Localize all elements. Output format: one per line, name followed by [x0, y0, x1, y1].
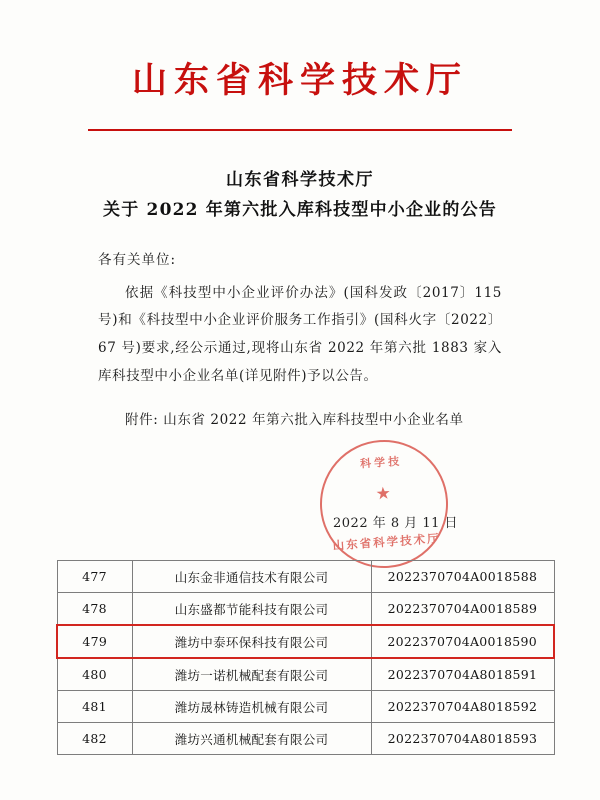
table-row	[57, 593, 554, 626]
row-index: 482	[57, 723, 132, 755]
masthead	[0, 0, 600, 131]
row-index: 480	[57, 658, 132, 691]
row-registration-code: 2022370704A0018589	[371, 593, 554, 626]
seal-arc-text: 科学技	[359, 454, 403, 471]
row-registration-code: 2022370704A8018591	[371, 658, 554, 691]
table-row	[57, 691, 554, 723]
row-registration-code: 2022370704A0018590	[371, 625, 554, 658]
masthead-title: 山东省科学技术厅	[131, 60, 468, 101]
row-index: 477	[57, 561, 132, 593]
issue-date: 2022 年 8 月 11 日	[333, 516, 459, 531]
issuing-authority: 山东省科学技术厅	[226, 169, 374, 190]
table-row	[57, 723, 554, 755]
masthead-divider	[88, 129, 512, 131]
row-company-name: 潍坊晟林铸造机械有限公司	[132, 691, 371, 723]
row-index: 481	[57, 691, 132, 723]
attachment-note: 附件: 山东省 2022 年第六批入库科技型中小企业名单	[125, 412, 464, 429]
row-company-name: 潍坊兴通机械配套有限公司	[132, 723, 371, 755]
row-company-name: 山东金非通信技术有限公司	[132, 561, 371, 593]
announcement-title: 关于 2022 年第六批入库科技型中小企业的公告	[103, 199, 497, 220]
table-row	[57, 561, 554, 593]
row-registration-code: 2022370704A8018592	[371, 691, 554, 723]
row-registration-code: 2022370704A0018588	[371, 561, 554, 593]
row-company-name: 潍坊中泰环保科技有限公司	[132, 625, 371, 658]
document-body	[98, 248, 502, 434]
row-company-name: 潍坊一诺机械配套有限公司	[132, 658, 371, 691]
row-index: 478	[57, 593, 132, 626]
official-seal-icon	[316, 436, 453, 573]
row-registration-code: 2022370704A8018593	[371, 723, 554, 755]
seal-bottom-text: 山东省科学技术厅	[332, 531, 442, 553]
table-row-highlighted	[57, 625, 554, 658]
seal-star-icon: ★	[374, 483, 392, 505]
enterprise-listing-table	[56, 560, 544, 755]
salutation: 各有关单位:	[98, 251, 177, 268]
row-company-name: 山东盛都节能科技有限公司	[132, 593, 371, 626]
document-heading	[0, 167, 600, 226]
row-index: 479	[57, 625, 132, 658]
table-body	[57, 561, 554, 755]
main-paragraph: 依据《科技型中小企业评价办法》(国科发政〔2017〕115 号)和《科技型中小企业评价服务工作指引》(国科火字〔2022〕67 号)要求,经公示通过,现将山东省 2022 年第六批 1883 家入库科技型中小企业名单(详见附件)予以公告。	[98, 284, 502, 384]
table-row	[57, 658, 554, 691]
